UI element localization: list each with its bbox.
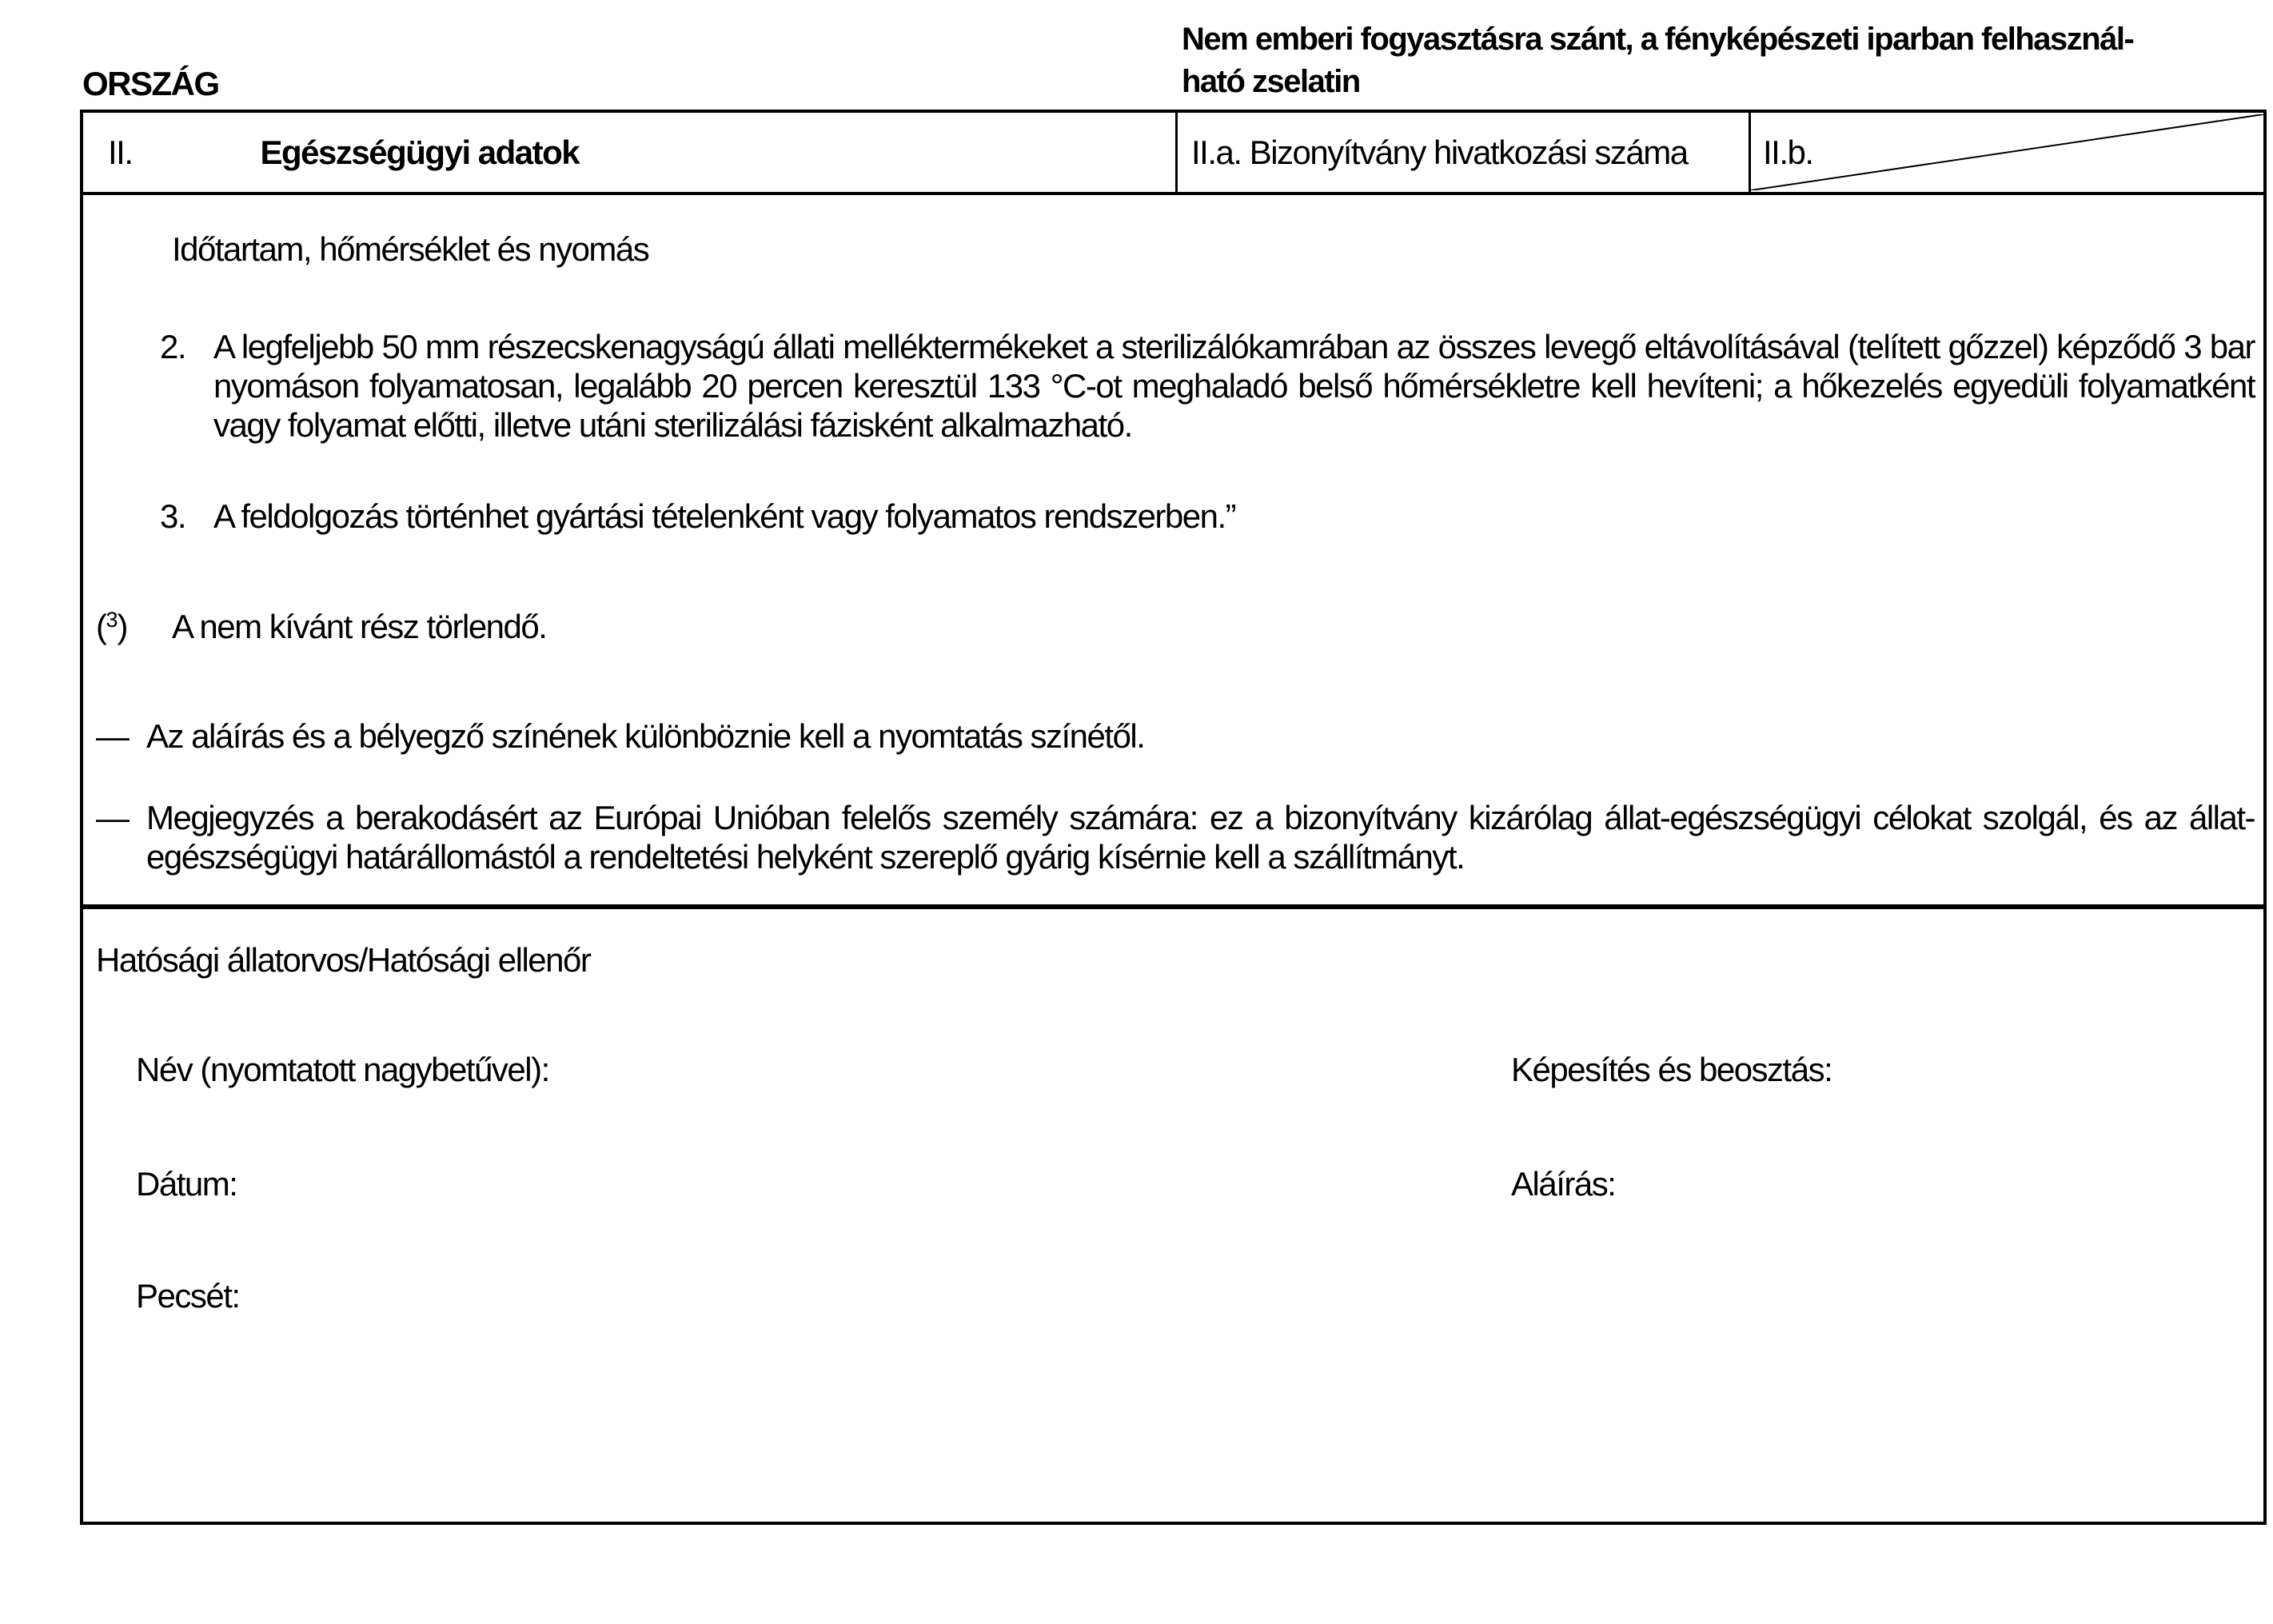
item2-text: A legfeljebb 50 mm részecskenagyságú állati melléktermékeket a sterilizálókamrában az összes levegő eltávolításával (telített gőzzel) képződő 3 bar nyomáson folyamatosan, legalább 20 percen keresztül 133 °C-ot meghaladó belső hőmérsékletre kell hevíteni; a hőkezelés egyedüli folyamatként vagy folyamat előtti, illetve utáni sterilizálási fázisként alkalmazható.	[213, 328, 2255, 444]
section-title: Egészségügyi adatok	[260, 134, 580, 171]
note2-dash: —	[96, 799, 129, 836]
footnote-paren-open: (	[96, 608, 106, 645]
duration-temperature-pressure-subtitle: Időtartam, hőmérséklet és nyomás	[172, 230, 649, 268]
item2-number: 2.	[160, 328, 186, 365]
date-label: Dátum:	[136, 1165, 237, 1203]
officer-heading: Hatósági állatorvos/Hatósági ellenőr	[96, 941, 591, 979]
note1-text: Az aláírás és a bélyegző színének különböznie kell a nyomtatás színétől.	[146, 717, 1145, 755]
header-cell-certificate-ref	[1178, 113, 1749, 192]
document-title-line2: ható zselatin	[1182, 64, 1360, 99]
country-label: ORSZÁG	[82, 65, 219, 102]
document-title-line1: Nem emberi fogyasztásra szánt, a fényképészeti iparban felhasznál-	[1182, 22, 2134, 57]
item3-text: A feldolgozás történhet gyártási tételenként vagy folyamatos rendszerben.”	[213, 497, 1236, 535]
section-number: II.	[108, 134, 133, 171]
footnote-paren-close: )	[117, 608, 128, 645]
diagonal-strike-line	[1751, 114, 2263, 190]
document-title	[1182, 18, 2269, 103]
iib-label: II.b.	[1763, 134, 1813, 171]
name-label: Név (nyomtatott nagybetűvel):	[136, 1051, 549, 1088]
header-cell-health-data	[83, 113, 1175, 192]
certificate-ref-label: II.a. Bizonyítvány hivatkozási száma	[1191, 134, 1688, 171]
signature-label: Aláírás:	[1511, 1165, 1616, 1203]
footnote-marker	[96, 607, 127, 651]
footnote-text: A nem kívánt rész törlendő.	[172, 608, 547, 645]
item3-number: 3.	[160, 497, 186, 535]
stamp-label: Pecsét:	[136, 1277, 240, 1315]
qualification-label: Képesítés és beosztás:	[1511, 1051, 1832, 1088]
note1-dash: —	[96, 717, 129, 755]
officer-section-separator	[80, 904, 2267, 909]
footnote-superscript: 3	[106, 608, 118, 632]
header-row-bottom-border	[80, 192, 2267, 195]
note2-text: Megjegyzés a berakodásért az Európai Unióban felelős személy számára: ez a bizonyítvány kizárólag állat-egészségügyi célokat szolgál, és az állat-egészségügyi határállomástól a rendeltetési helyként szereplő gyárig kísérnie kell a szállítmányt.	[146, 799, 2255, 876]
